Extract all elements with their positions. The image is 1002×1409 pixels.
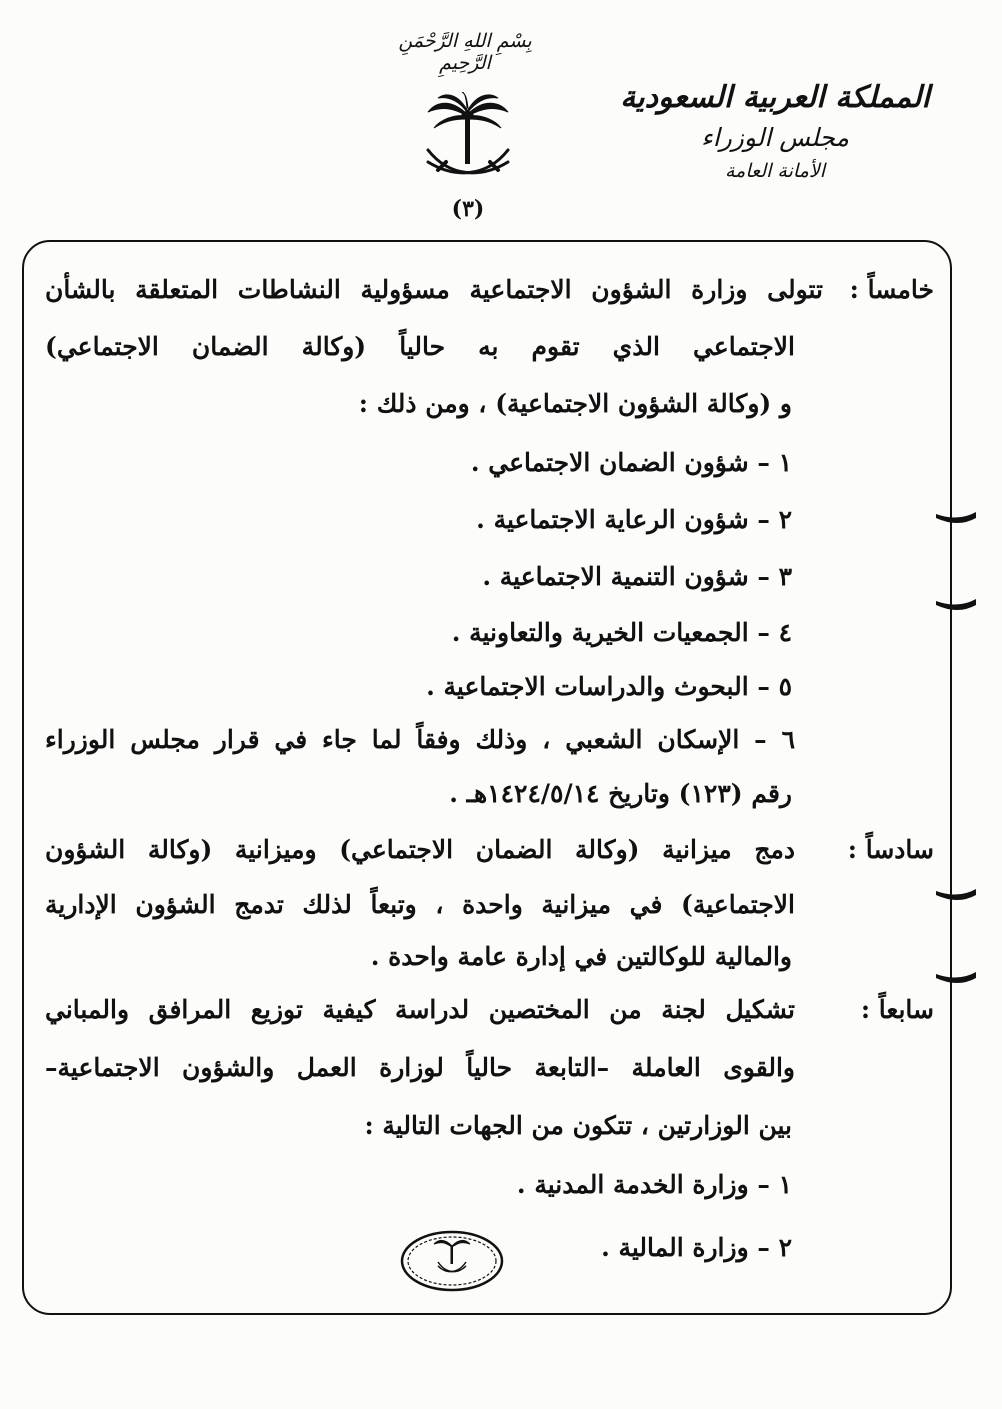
- clause-5-item-6: ٦ – الإسكان الشعبي ، وذلك وفقاً لما جاء في قرار مجلس الوزراء: [45, 725, 795, 754]
- clause-7-line-3: بين الوزارتين ، تتكون من الجهات التالية :: [364, 1111, 792, 1140]
- clause-7-line-1: تشكيل لجنة من المختصين لدراسة كيفية توزيع المرافق والمباني: [45, 995, 795, 1024]
- official-seal-icon: [398, 1228, 506, 1294]
- clause-7-label: سابعاً :: [860, 995, 934, 1024]
- clause-5-line-3: و (وكالة الشؤون الاجتماعية) ، ومن ذلك :: [358, 389, 792, 418]
- clause-5-item-6-cont: رقم (١٢٣) وتاريخ ١٤٢٤/٥/١٤هـ .: [449, 779, 792, 808]
- page-number: (٣): [451, 196, 485, 222]
- clause-6-line-1: دمج ميزانية (وكالة الضمان الاجتماعي) وميزانية (وكالة الشؤون: [45, 835, 795, 864]
- clause-5-item-4: ٤ – الجمعيات الخيرية والتعاونية .: [451, 618, 792, 647]
- basmala: بِسْمِ اللهِ الرَّحْمَنِ الرَّحِيمِ: [398, 30, 532, 74]
- clause-6-line-2: الاجتماعية) في ميزانية واحدة ، وتبعاً لذلك تدمج الشؤون الإدارية: [45, 890, 795, 919]
- clause-5-item-3: ٣ – شؤون التنمية الاجتماعية .: [482, 562, 792, 591]
- margin-mark-icon: [934, 597, 978, 617]
- clause-5-line-1: تتولى وزارة الشؤون الاجتماعية مسؤولية النشاطات المتعلقة بالشأن: [45, 275, 823, 304]
- clause-5-item-1: ١ – شؤون الضمان الاجتماعي .: [470, 448, 792, 477]
- secretariat-name: الأمانة العامة: [725, 160, 825, 182]
- clause-5-item-5: ٥ – البحوث والدراسات الاجتماعية .: [426, 672, 792, 701]
- letterhead: [600, 76, 950, 186]
- clause-7-item-1: ١ – وزارة الخدمة المدنية .: [516, 1170, 792, 1199]
- kingdom-name: المملكة العربية السعودية: [620, 80, 930, 115]
- clause-6-label: سادساً :: [847, 835, 934, 864]
- clause-7-item-2: ٢ – وزارة المالية .: [601, 1233, 792, 1262]
- clause-5-line-2: الاجتماعي الذي تقوم به حالياً (وكالة الضمان الاجتماعي): [45, 332, 795, 361]
- margin-mark-icon: [934, 887, 978, 907]
- clause-5-label: خامساً :: [849, 275, 934, 304]
- margin-mark-icon: [934, 970, 978, 990]
- palm-swords-emblem-icon: [420, 92, 516, 184]
- council-name: مجلس الوزراء: [701, 123, 849, 152]
- clause-7-line-2: والقوى العاملة –التابعة حالياً لوزارة العمل والشؤون الاجتماعية–: [45, 1053, 795, 1082]
- margin-mark-icon: [934, 510, 978, 530]
- clause-5-item-2: ٢ – شؤون الرعاية الاجتماعية .: [476, 505, 792, 534]
- clause-6-line-3: والمالية للوكالتين في إدارة عامة واحدة .: [370, 942, 792, 971]
